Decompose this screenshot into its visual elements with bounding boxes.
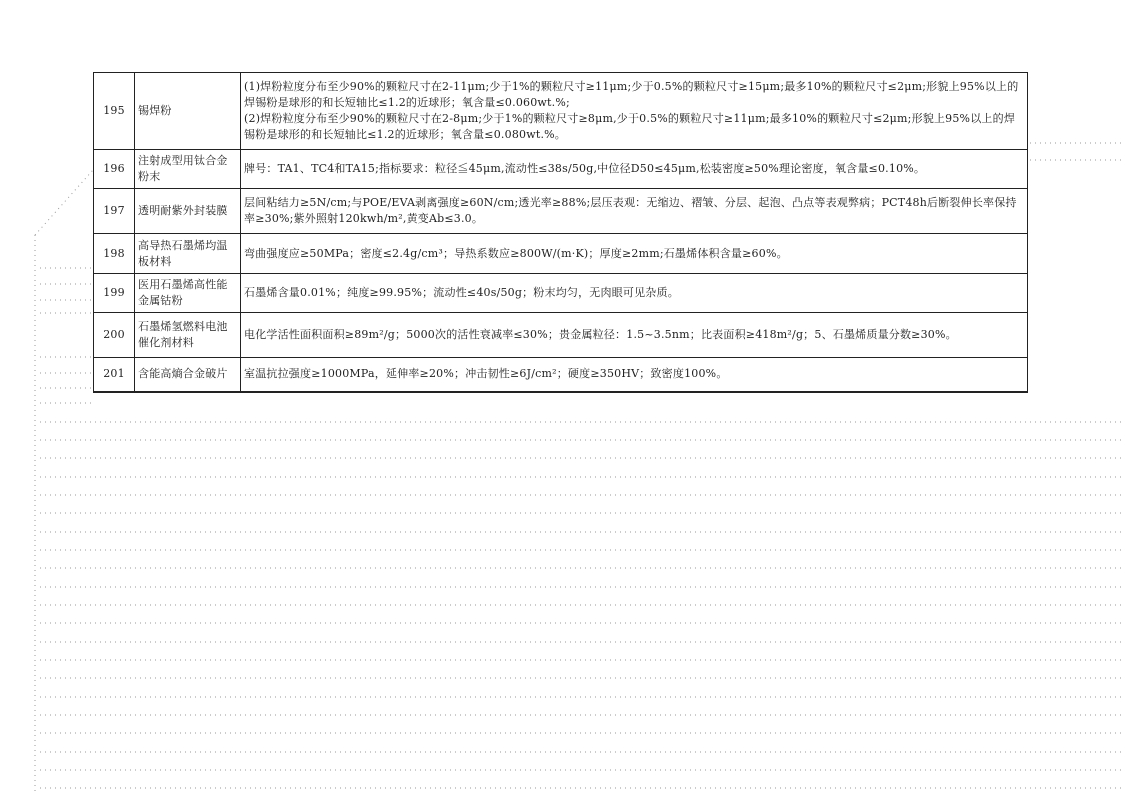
material-name: 高导热石墨烯均温板材料 (135, 234, 241, 274)
table-row (94, 274, 1028, 313)
spec-text: 电化学活性面积面积≥89m²/g；5000次的活性衰减率≤30%；贵金属粒径：1.5~3.5nm；比表面积≥418m²/g；5、石墨烯质量分数≥30%。 (241, 313, 1028, 358)
spec-text: 室温抗拉强度≥1000MPa，延伸率≥20%；冲击韧性≥6J/cm²；硬度≥350HV；致密度100%。 (241, 358, 1028, 392)
table-row (94, 150, 1028, 189)
table-row (94, 358, 1028, 392)
spec-line: (1)焊粉粒度分布至少90%的颗粒尺寸在2-11μm;少于1%的颗粒尺寸≥11μm;少于0.5%的颗粒尺寸≥15μm;最多10%的颗粒尺寸≤2μm;形貌上95%以上的焊锡粉是球形的和长短轴比≤1.2的近球形；氧含量≤0.060wt.%; (244, 80, 1019, 109)
table-row (94, 313, 1028, 358)
material-name: 含能高熵合金破片 (135, 358, 241, 392)
table-row (94, 234, 1028, 274)
spec-text: 牌号：TA1、TC4和TA15;指标要求：粒径≦45μm,流动性≤38s/50g,中位径D50≤45μm,松装密度≥50%理论密度，氧含量≤0.10%。 (241, 150, 1028, 189)
material-name: 石墨烯氢燃料电池催化剂材料 (135, 313, 241, 358)
material-name: 医用石墨烯高性能金属钴粉 (135, 274, 241, 313)
row-number: 196 (94, 150, 135, 189)
row-number: 195 (94, 73, 135, 150)
row-number: 197 (94, 189, 135, 234)
material-name: 锡焊粉 (135, 73, 241, 150)
table-row (94, 73, 1028, 150)
row-number: 200 (94, 313, 135, 358)
row-number: 198 (94, 234, 135, 274)
spec-line: (2)焊粉粒度分布至少90%的颗粒尺寸在2-8μm;少于1%的颗粒尺寸≥8μm,少于0.5%的颗粒尺寸≥11μm;最多10%的颗粒尺寸≤2μm;形貌上95%以上的焊锡粉是球形的和长短轴比≤1.2的近球形；氧含量≤0.080wt.%。 (244, 112, 1016, 141)
row-number: 201 (94, 358, 135, 392)
spec-text: 石墨烯含量0.01%；纯度≥99.95%；流动性≤40s/50g；粉末均匀，无肉眼可见杂质。 (241, 274, 1028, 313)
spec-text (241, 73, 1028, 150)
material-spec-table (93, 72, 1028, 393)
material-name: 透明耐紫外封装膜 (135, 189, 241, 234)
spec-text: 层间粘结力≥5N/cm;与POE/EVA剥离强度≥60N/cm;透光率≥88%;层压表观：无缩边、褶皱、分层、起泡、凸点等表观弊病；PCT48h后断裂伸长率保持率≥30%;紫外照射120kwh/m²,黄变Ab≤3.0。 (241, 189, 1028, 234)
table-row (94, 189, 1028, 234)
spec-text: 弯曲强度应≥50MPa；密度≤2.4g/cm³；导热系数应≥800W/(m·K)；厚度≥2mm;石墨烯体积含量≥60%。 (241, 234, 1028, 274)
material-name: 注射成型用钛合金粉末 (135, 150, 241, 189)
row-number: 199 (94, 274, 135, 313)
